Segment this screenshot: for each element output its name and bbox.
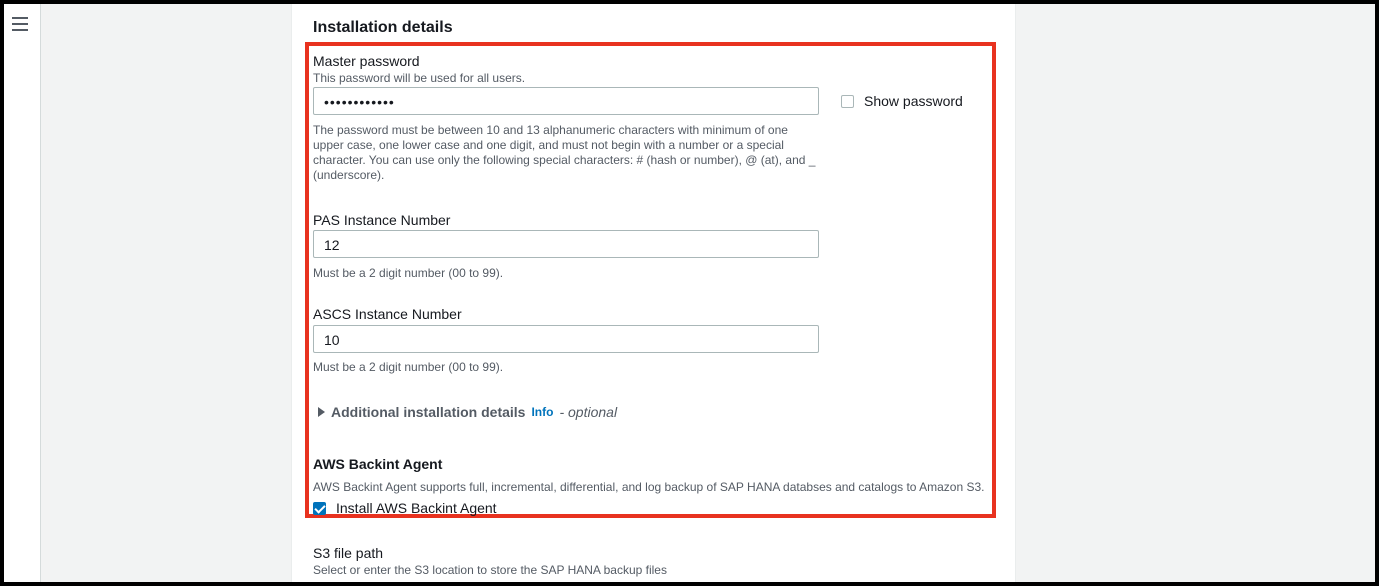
menu-icon[interactable] bbox=[12, 17, 28, 31]
master-password-description: This password will be used for all users. bbox=[313, 71, 526, 85]
s3-path-label: S3 file path bbox=[313, 545, 384, 561]
section-title: Installation details bbox=[313, 19, 453, 36]
ascs-instance-hint: Must be a 2 digit number (00 to 99). bbox=[313, 360, 504, 374]
backint-title: AWS Backint Agent bbox=[313, 456, 443, 472]
app-frame bbox=[4, 4, 1375, 582]
caret-right-icon bbox=[318, 407, 325, 417]
additional-details-expander[interactable] bbox=[318, 402, 617, 422]
show-password-label[interactable]: Show password bbox=[864, 93, 963, 109]
master-password-input[interactable]: •••••••••••• bbox=[313, 87, 819, 115]
constraint-line: character. You can use only the following special characters: # (hash or number), @ (at), and _ bbox=[313, 153, 816, 167]
optional-label: - optional bbox=[559, 404, 618, 420]
pas-instance-input[interactable]: 12 bbox=[313, 230, 819, 258]
side-navigation-rail bbox=[4, 4, 41, 582]
backint-description: AWS Backint Agent supports full, incremental, differential, and log backup of SAP HANA databses and catalogs to Amazon S3. bbox=[313, 480, 985, 494]
form-panel bbox=[291, 4, 1016, 582]
ascs-instance-input[interactable]: 10 bbox=[313, 325, 819, 353]
install-backint-checkbox[interactable] bbox=[313, 502, 326, 515]
constraint-line: upper case, one lower case and one digit, and must not begin with a number or a special bbox=[313, 138, 784, 152]
master-password-label: Master password bbox=[313, 53, 420, 69]
pas-instance-label: PAS Instance Number bbox=[313, 212, 451, 228]
additional-details-title: Additional installation details bbox=[331, 404, 526, 420]
pas-instance-hint: Must be a 2 digit number (00 to 99). bbox=[313, 266, 504, 280]
show-password-checkbox[interactable] bbox=[841, 95, 854, 108]
constraint-line: The password must be between 10 and 13 alphanumeric characters with minimum of one bbox=[313, 123, 788, 137]
constraint-line: (underscore). bbox=[313, 168, 385, 182]
password-constraint-text bbox=[313, 123, 833, 183]
install-backint-label[interactable]: Install AWS Backint Agent bbox=[336, 500, 497, 516]
ascs-instance-label: ASCS Instance Number bbox=[313, 306, 462, 322]
info-link[interactable]: Info bbox=[531, 405, 554, 419]
s3-path-description: Select or enter the S3 location to store the SAP HANA backup files bbox=[313, 563, 667, 577]
